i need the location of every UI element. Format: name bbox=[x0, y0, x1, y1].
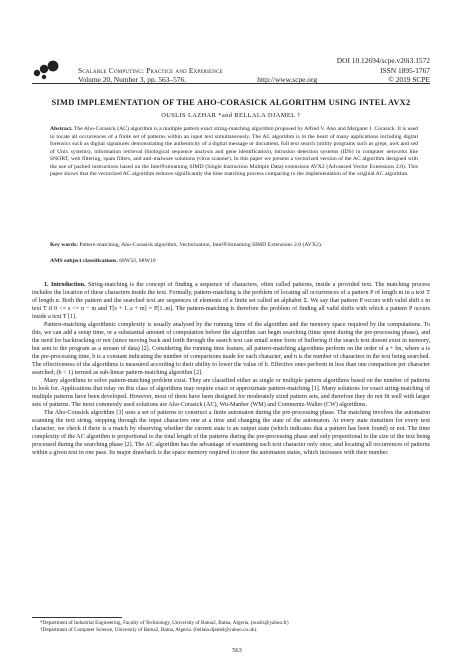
abstract-label: Abstract. bbox=[50, 126, 73, 132]
body-text bbox=[32, 281, 430, 457]
journal-name: Scalable Computing: Practice and Experience bbox=[78, 65, 223, 75]
section-heading: 1. Introduction. bbox=[44, 282, 86, 288]
footnote-rule bbox=[32, 617, 122, 618]
abstract-text: The Aho-Corasick (AC) algorithm is a multiple pattern exact string-matching algorithm proposed by Alfred V. Aho and Margaret J. Corasick. It is used to locate all occurrences of a finite set of patterns within an input text simultaneously. The AC algorithm is in the heart of many applications including digital forensics such as digital signatures demonstrating the authenticity of a digital message or document, full text search (utility programs such as grept, awk and sed of Unix systems), information retrieval (biological sequence analysis and gene identification), intrusion detection systems (IDS) in computer networks like SNORT, web filtering, spam filters, and anti-malware solutions (virus scanner). In this paper we present a vectorized version of the AC algorithm designed with the use of packed instructions based on the Intel®streaming SIMD (Single Instruction Multiple Data) extensions AVX2 (Advanced Vector Extensions 2.0). This paper shows that the vectorized AC algorithm reduces significantly the time matching process comparing to the implementation of the original AC algorithm. bbox=[50, 126, 418, 178]
paragraph-text: String-matching is the concept of finding a sequence of characters, often called patterns, inside a provided text. The matching process includes the location of these characters inside the text. Formally, pattern-matching is the problem of locating all occurrences of a pattern P of length m in a text T of length n. Both the pattern and the searched text are sequences of elements of a finite set called an alphabet Σ. We say that pattern P occurs with valid shift s in text T if 0 <= s <= n − m and T[s + 1..s + m] = P[1..m]. The pattern-matching is therefore the problem of finding all valid shifts with which a pattern P occurs inside a text T [1]. bbox=[32, 282, 430, 320]
paper-authors: OUSLIS LAZHAR *and BELLALA DJAMEL † bbox=[161, 112, 301, 119]
abstract bbox=[50, 126, 418, 179]
paragraph bbox=[32, 281, 430, 321]
keywords bbox=[50, 242, 418, 250]
keywords-label: Key words: bbox=[50, 242, 78, 248]
journal-logo-icon bbox=[32, 58, 62, 80]
ams-classification bbox=[50, 258, 418, 266]
footnote: *Department of Industrial Engineering, Faculty of Technology, University of Batna2, Batna, Algeria. (ouslis@yahoo.fr) bbox=[40, 620, 289, 626]
ams-text: 68W32, 68W10 bbox=[119, 258, 156, 264]
keywords-text: Pattern-matching, Aho-Corasick algorithm, Vectorization, Intel®Streaming SIMD Extensions 2.0 (AVX2). bbox=[79, 242, 323, 248]
header-rule bbox=[32, 83, 430, 84]
ams-label: AMS subject classifications. bbox=[50, 258, 118, 264]
volume-info: Volume 20, Number 3, pp. 563–576. bbox=[78, 75, 187, 85]
issn: ISSN 1895-1767 bbox=[380, 65, 430, 75]
paragraph: Pattern-matching algorithmic complexity is usually analysed by the running time of the algorithm and the memory space required by the computations. To this, we can add a setup time, or a substantial amount of computation before the algorithm can begin searching (time spent during the pre-processing phase), and the need for backtracking or not (since moving back and forth through the search text can entail some form of buffering if the search text doesnt exist in memory, but sent to the program as a stream of data) [2]. Considering the running time feature, all pattern-matching algorithms perform on the order of a + bn, where a is the pre-processing time, b is a constant indicating the number of comparisons made for each character, and n is the number of characters in the text being searched. The effectiveness of the algorithms is measured according to their ability to lower the value of b. Effective ones perform in less than one comparison per character searched; (b < 1) termed as sub-linear pattern-matching algorithm [2]. bbox=[32, 322, 430, 376]
journal-url[interactable]: http://www.scpe.org bbox=[257, 75, 318, 85]
paragraph: The Aho-Corasick algorithm [3] uses a set of patterns to construct a finite automaton during the pre-processing phase. The matching involves the automaton scanning the text string, stepping through the input characters one at a time and changing the state of the automaton. At every state transition for every text character, we check if there is a match by observing whether the current state is an output state (which indicates that a pattern has been found) or not. The time complexity of the AC algorithm is proportional to the total length of the patterns during the pre-processing phase and only proportional to the size of the text being processed during the searching phase [2]. The AC algorithm has the advantage of examining each text character only once, and locating all occurrences of patterns within a given text in one pass. Its major drawback is the space memory required to store the automaton states, which increases with their number. bbox=[32, 410, 430, 456]
doi: DOI 10.12694/scpe.v20i3.1572 bbox=[336, 56, 430, 65]
paragraph: Many algorithms to solve pattern-matching problem exist. They are classified either as single or multiple pattern algorithms based on the number of patterns to look for. Applications that relay on this class of algorithms may require exact or approximate pattern-matching [1]. Many solutions for exact string-matching of multiple patterns have been developed. However, most of them have been designed for moderately sized pattern sets, and therefore they do not fit well with larger sets of patterns. The most commonly used solutions are Aho-Corasick (AC), Wu-Manber (WM) and Commentz-Walter (CW) algorithms. bbox=[32, 378, 430, 408]
journal-header bbox=[78, 56, 430, 85]
copyright: © 2019 SCPE bbox=[388, 75, 430, 85]
paper-title: SIMD IMPLEMENTATION OF THE AHO-CORASICK ALGORITHM USING INTEL AVX2 bbox=[51, 98, 411, 107]
footnote: †Department of Computer Science, University of Batna2, Batna, Algeria. (bellala.djamel@yahoo.co.uk). bbox=[40, 627, 258, 633]
page-number: 563 bbox=[232, 647, 242, 654]
footnotes bbox=[32, 620, 430, 634]
